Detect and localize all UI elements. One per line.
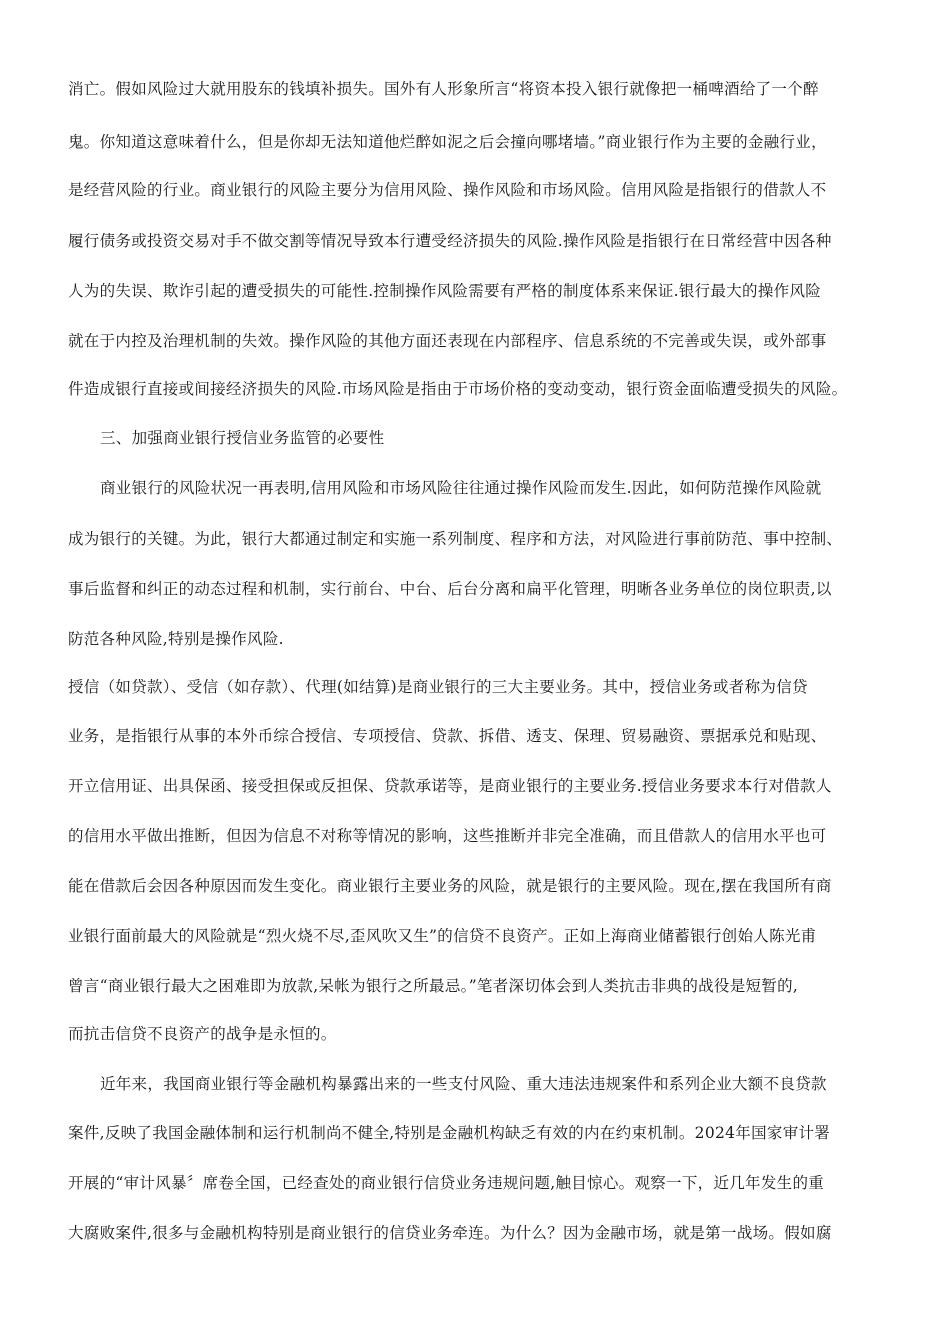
text-line: 消亡。假如风险过大就用股东的钱填补损失。国外有人形象所言“将资本投入银行就像把一桶啤酒给了一个醉 xyxy=(68,80,819,98)
text-line: 鬼。你知道这意味着什么，但是你却无法知道他烂醉如泥之后会撞向哪堵墙。”商业银行作为主要的金融行业， xyxy=(68,133,827,151)
text-line: 能在借款后会因各种原因而发生变化。商业银行主要业务的风险，就是银行的主要风险。现在,摆在我国所有商 xyxy=(68,877,832,895)
text-line: 大腐败案件,很多与金融机构特别是商业银行的信贷业务牵连。为什么？因为金融市场，就是第一战场。假如腐 xyxy=(68,1224,832,1242)
section-heading: 三、加强商业银行授信业务监管的必要性 xyxy=(100,429,385,447)
text-line: 业务，是指银行从事的本外币综合授信、专项授信、贷款、拆借、透支、保理、贸易融资、票据承兑和贴现、 xyxy=(68,727,827,745)
text-line: 的信用水平做出推断，但因为信息不对称等情况的影响，这些推断并非完全准确，而且借款人的信用水平也可 xyxy=(68,827,827,845)
text-line: 件造成银行直接或间接经济损失的风险.市场风险是指由于市场价格的变动变动，银行资金面临遭受损失的风险。 xyxy=(68,380,848,398)
text-line: 就在于内控及治理机制的失效。操作风险的其他方面还表现在内部程序、信息系统的不完善或失误，或外部事 xyxy=(68,332,827,350)
text-line: 开立信用证、出具保函、接受担保或反担保、贷款承诺等，是商业银行的主要业务.授信业务要求本行对借款人 xyxy=(68,777,832,795)
text-line: 授信（如贷款）、受信（如存款）、代理(如结算)是商业银行的三大主要业务。其中，授信业务或者称为信贷 xyxy=(68,678,808,696)
text-line: 曾言“商业银行最大之困难即为放款,呆帐为银行之所最忌。”笔者深切体会到人类抗击非典的战役是短暂的, xyxy=(68,977,799,995)
text-line: 成为银行的关键。为此，银行大都通过制定和实施一系列制度、程序和方法，对风险进行事前防范、事中控制、 xyxy=(68,530,843,548)
text-line: 商业银行的风险状况一再表明,信用风险和市场风险往往通过操作风险而发生.因此，如何防范操作风险就 xyxy=(100,479,822,497)
text-line: 防范各种风险,特别是操作风险. xyxy=(68,630,284,648)
text-line: 业银行面前最大的风险就是“烈火烧不尽,歪风吹又生”的信贷不良资产。正如上海商业储蓄银行创始人陈光甫 xyxy=(68,927,817,945)
text-line: 是经营风险的行业。商业银行的风险主要分为信用风险、操作风险和市场风险。信用风险是指银行的借款人不 xyxy=(68,181,827,199)
text-line: 近年来，我国商业银行等金融机构暴露出来的一些支付风险、重大违法违规案件和系列企业大额不良贷款 xyxy=(100,1075,827,1093)
text-line: 案件,反映了我国金融体制和运行机制尚不健全,特别是金融机构缺乏有效的内在约束机制。2024年国家审计署 xyxy=(68,1124,831,1142)
text-line: 人为的失误、欺诈引起的遭受损失的可能性.控制操作风险需要有严格的制度体系来保证.银行最大的操作风险 xyxy=(68,282,822,300)
text-line: 履行债务或投资交易对手不做交割等情况导致本行遭受经济损失的风险.操作风险是指银行在日常经营中因各种 xyxy=(68,232,832,250)
text-line: 事后监督和纠正的动态过程和机制，实行前台、中台、后台分离和扁平化管理，明晰各业务单位的岗位职责,以 xyxy=(68,580,832,598)
text-line: 而抗击信贷不良资产的战争是永恒的。 xyxy=(68,1025,337,1043)
text-line: 开展的“审计风暴〞席卷全国，已经查处的商业银行信贷业务违规问题,触目惊心。观察一下，近几年发生的重 xyxy=(68,1174,825,1192)
